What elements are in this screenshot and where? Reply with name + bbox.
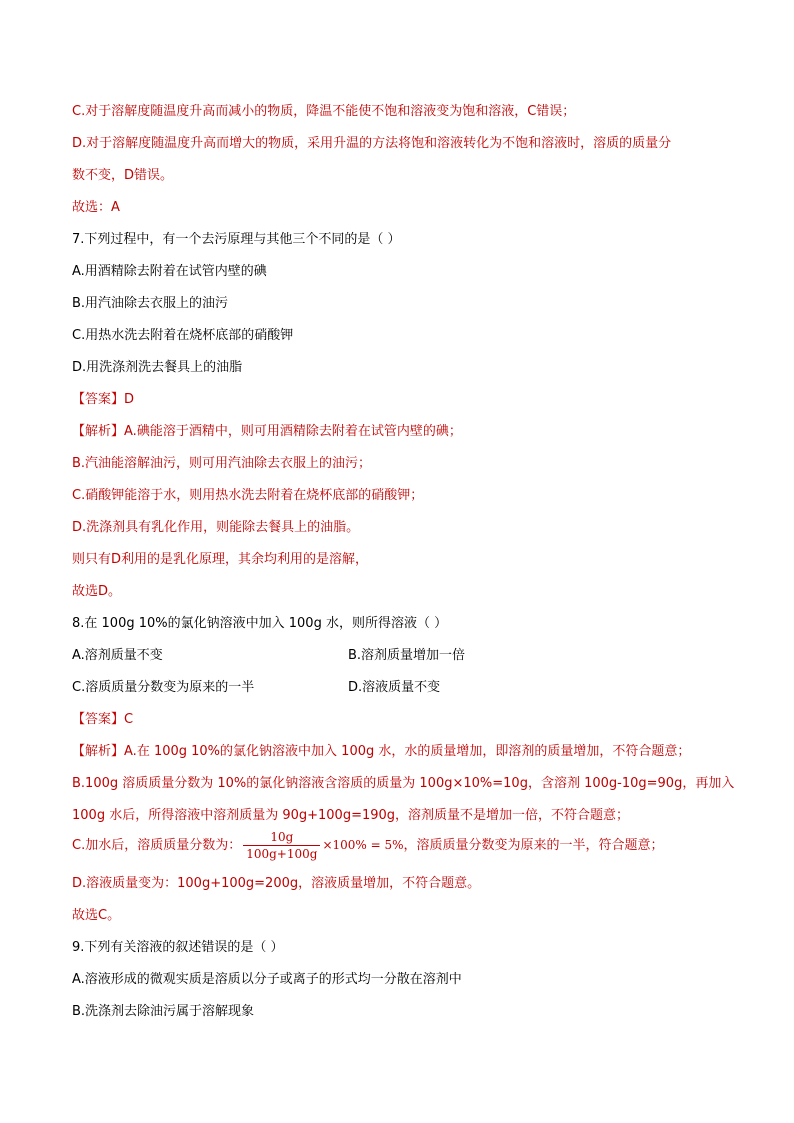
q7-answer-label: 【答案】 <box>72 392 125 407</box>
q7-analysis-d: D.洗涤剂具有乳化作用，则能除去餐具上的油脂。 <box>72 520 360 535</box>
q6-option-d-explanation-line2: 数不变，D错误。 <box>72 168 174 183</box>
q7-option-a: A.用酒精除去附着在试管内壁的碘 <box>72 264 267 279</box>
q9-option-a: A.溶液形成的微观实质是溶质以分子或离子的形式均一分散在溶剂中 <box>72 972 462 987</box>
q7-option-d: D.用洗涤剂洗去餐具上的油脂 <box>72 360 243 375</box>
q7-option-c: C.用热水洗去附着在烧杯底部的硝酸钾 <box>72 328 294 343</box>
q7-answer-value: D <box>124 392 135 407</box>
fraction-numerator: 10g <box>243 830 320 846</box>
q8-option-a: A.溶剂质量不变 <box>72 648 163 663</box>
q6-option-d-explanation-line1: D.对于溶解度随温度升高而增大的物质，采用升温的方法将饱和溶液转化为不饱和溶液时，溶质的质量分 <box>72 136 672 151</box>
q8-conclusion: 故选C。 <box>72 908 121 923</box>
q7-option-b: B.用汽油除去衣服上的油污 <box>72 296 229 311</box>
q8-answer-value: C <box>124 712 134 727</box>
q6-option-c-explanation: C.对于溶解度随温度升高而减小的物质，降温不能使不饱和溶液变为饱和溶液，C错误； <box>72 104 576 119</box>
q8-option-b: B.溶剂质量增加一倍 <box>348 648 466 663</box>
q9-option-b: B.洗涤剂去除油污属于溶解现象 <box>72 1004 255 1019</box>
q7-analysis-label: 【解析】 <box>72 424 125 439</box>
q8-answer-label: 【答案】 <box>72 712 125 727</box>
mass-fraction-formula <box>243 830 320 861</box>
q8-analysis-c-prefix: C.加水后，溶质质量分数为： <box>72 838 242 853</box>
q8-analysis-a <box>72 743 690 761</box>
q7-analysis-text: A.碘能溶于酒精中，则可用酒精除去附着在试管内壁的碘； <box>124 424 462 439</box>
q8-analysis-a-text: A.在 100g 10%的氯化钠溶液中加入 100g 水，水的质量增加，即溶剂的质量增加，不符合题意； <box>124 744 691 759</box>
q7-stem: 7.下列过程中，有一个去污原理与其他三个不同的是（ ） <box>72 232 401 247</box>
fraction-denominator: 100g+100g <box>246 847 318 861</box>
q7-analysis-b: B.汽油能溶解油污，则可用汽油除去衣服上的油污； <box>72 456 372 471</box>
q8-answer <box>72 711 133 729</box>
q7-analysis-a <box>72 423 462 441</box>
q8-analysis-b-line2: 100g 水后，所得溶液中溶剂质量为 90g+100g=190g，溶剂质量不是增加一倍，不符合题意； <box>72 808 630 823</box>
q8-analysis-c-suffix: ，溶质质量分数变为原来的一半，符合题意； <box>403 838 664 853</box>
q6-conclusion: 故选：A <box>72 200 120 215</box>
q8-analysis-label: 【解析】 <box>72 744 125 759</box>
q7-conclusion: 故选D。 <box>72 584 122 599</box>
q8-analysis-b-line1: B.100g 溶质质量分数为 10%的氯化钠溶液含溶质的质量为 100g×10%=10g，含溶剂 100g-10g=90g，再加入 <box>72 776 735 791</box>
q7-answer <box>72 391 134 409</box>
q8-option-c: C.溶质质量分数变为原来的一半 <box>72 680 255 695</box>
q7-analysis-summary: 则只有D利用的是乳化原理，其余均利用的是溶解， <box>72 552 369 567</box>
q7-analysis-c: C.硝酸钾能溶于水，则用热水洗去附着在烧杯底部的硝酸钾； <box>72 488 424 503</box>
q8-option-d: D.溶液质量不变 <box>348 680 441 695</box>
q8-analysis-c <box>72 830 664 861</box>
q8-stem: 8.在 100g 10%的氯化钠溶液中加入 100g 水，则所得溶液（ ） <box>72 616 448 631</box>
fraction-result: ×100% = 5% <box>322 838 404 852</box>
q9-stem: 9.下列有关溶液的叙述错误的是（ ） <box>72 940 284 955</box>
q8-analysis-d: D.溶液质量变为：100g+100g=200g，溶液质量增加，不符合题意。 <box>72 876 481 891</box>
